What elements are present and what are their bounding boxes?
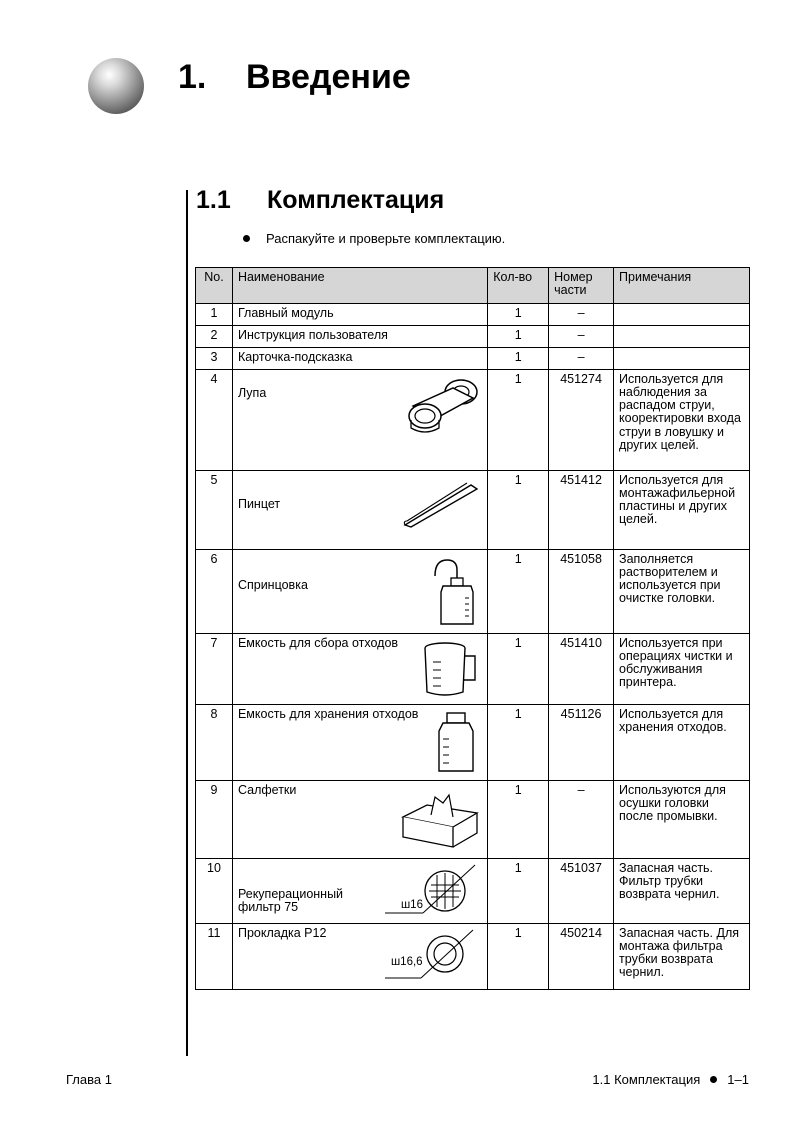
header-qty: Кол-во bbox=[488, 268, 549, 304]
row-part: 451274 bbox=[549, 370, 614, 471]
row-no: 4 bbox=[196, 370, 233, 471]
table-row bbox=[196, 924, 750, 990]
row-part: 451410 bbox=[549, 634, 614, 705]
parts-table bbox=[195, 267, 750, 990]
chapter-number: 1. bbox=[178, 58, 207, 96]
row-name: Емкость для хранения отходов bbox=[237, 707, 419, 721]
row-qty: 1 bbox=[488, 924, 549, 990]
row-no: 5 bbox=[196, 471, 233, 550]
row-notes: Используется при операциях чистки и обслуживания принтера. bbox=[614, 634, 750, 705]
row-part: 451058 bbox=[549, 550, 614, 634]
footer-dot-icon bbox=[710, 1076, 717, 1083]
table-row bbox=[196, 326, 750, 348]
row-no: 11 bbox=[196, 924, 233, 990]
chapter-sphere-icon bbox=[88, 58, 144, 114]
row-qty: 1 bbox=[488, 859, 549, 924]
row-notes: Заполняется растворителем и используется при очистке головки. bbox=[614, 550, 750, 634]
row-part: 451126 bbox=[549, 705, 614, 781]
chapter-title: Введение bbox=[246, 58, 411, 96]
filter-dimension: ш16 bbox=[400, 899, 423, 911]
table-row bbox=[196, 550, 750, 634]
table-row bbox=[196, 859, 750, 924]
row-no: 8 bbox=[196, 705, 233, 781]
row-part: – bbox=[549, 348, 614, 370]
row-name: Лупа bbox=[237, 386, 267, 400]
row-name: Карточка-подсказка bbox=[232, 348, 487, 370]
row-no: 2 bbox=[196, 326, 233, 348]
row-notes bbox=[614, 304, 750, 326]
row-no: 6 bbox=[196, 550, 233, 634]
row-notes bbox=[614, 348, 750, 370]
row-notes: Используются для осушки головки после промывки. bbox=[614, 781, 750, 859]
table-row bbox=[196, 781, 750, 859]
row-part: 450214 bbox=[549, 924, 614, 990]
row-no: 9 bbox=[196, 781, 233, 859]
instruction-bullet bbox=[243, 231, 505, 246]
row-part: 451412 bbox=[549, 471, 614, 550]
row-name: Емкость для сбора отходов bbox=[237, 636, 399, 650]
row-no: 1 bbox=[196, 304, 233, 326]
table-row bbox=[196, 370, 750, 471]
filter-illustration bbox=[385, 861, 481, 919]
row-notes: Используется для монтажафильерной пластины и других целей. bbox=[614, 471, 750, 550]
row-name: Спринцовка bbox=[237, 578, 308, 592]
row-notes bbox=[614, 326, 750, 348]
footer-section: 1.1 Комплектация bbox=[592, 1072, 701, 1087]
section-margin-bar bbox=[186, 190, 188, 1056]
table-row bbox=[196, 471, 750, 550]
row-part: – bbox=[549, 781, 614, 859]
row-notes: Запасная часть. Для монтажа фильтра трубки возврата чернил. bbox=[614, 924, 750, 990]
footer-chapter: Глава 1 bbox=[66, 1072, 112, 1087]
table-header-row bbox=[196, 268, 750, 304]
bullet-dot-icon bbox=[243, 235, 250, 242]
row-qty: 1 bbox=[488, 550, 549, 634]
magnifier-illustration bbox=[403, 376, 481, 436]
instruction-text: Распакуйте и проверьте комплектацию. bbox=[266, 231, 506, 246]
section-title: Комплектация bbox=[267, 186, 445, 214]
row-notes: Запасная часть. Фильтр трубки возврата чернил. bbox=[614, 859, 750, 924]
row-qty: 1 bbox=[488, 370, 549, 471]
gasket-illustration bbox=[385, 926, 481, 986]
gasket-dimension: ш16,6 bbox=[390, 956, 423, 968]
header-no: No. bbox=[196, 268, 233, 304]
footer-right bbox=[592, 1072, 749, 1087]
row-name: Инструкция пользователя bbox=[232, 326, 487, 348]
row-part: – bbox=[549, 304, 614, 326]
row-no: 10 bbox=[196, 859, 233, 924]
row-part: – bbox=[549, 326, 614, 348]
row-qty: 1 bbox=[488, 634, 549, 705]
table-row bbox=[196, 634, 750, 705]
row-name: Пинцет bbox=[237, 497, 281, 511]
table-row bbox=[196, 705, 750, 781]
row-name: Прокладка P12 bbox=[237, 926, 327, 940]
row-qty: 1 bbox=[488, 304, 549, 326]
row-qty: 1 bbox=[488, 705, 549, 781]
row-qty: 1 bbox=[488, 781, 549, 859]
table-row bbox=[196, 304, 750, 326]
row-notes: Используется для хранения отходов. bbox=[614, 705, 750, 781]
header-part: Номер части bbox=[549, 268, 614, 304]
row-qty: 1 bbox=[488, 471, 549, 550]
row-no: 3 bbox=[196, 348, 233, 370]
row-notes: Используется для наблюдения за распадом струи, кооректировки входа струи в ловушку и других целей. bbox=[614, 370, 750, 471]
row-no: 7 bbox=[196, 634, 233, 705]
row-name: Салфетки bbox=[237, 783, 297, 797]
header-notes: Примечания bbox=[614, 268, 750, 304]
row-qty: 1 bbox=[488, 326, 549, 348]
row-name: Рекуперационный фильтр 75 bbox=[237, 887, 344, 915]
section-number: 1.1 bbox=[196, 186, 231, 214]
row-part: 451037 bbox=[549, 859, 614, 924]
table-row bbox=[196, 348, 750, 370]
row-name: Главный модуль bbox=[232, 304, 487, 326]
row-qty: 1 bbox=[488, 348, 549, 370]
footer-page: 1–1 bbox=[727, 1072, 749, 1087]
header-name: Наименование bbox=[232, 268, 487, 304]
